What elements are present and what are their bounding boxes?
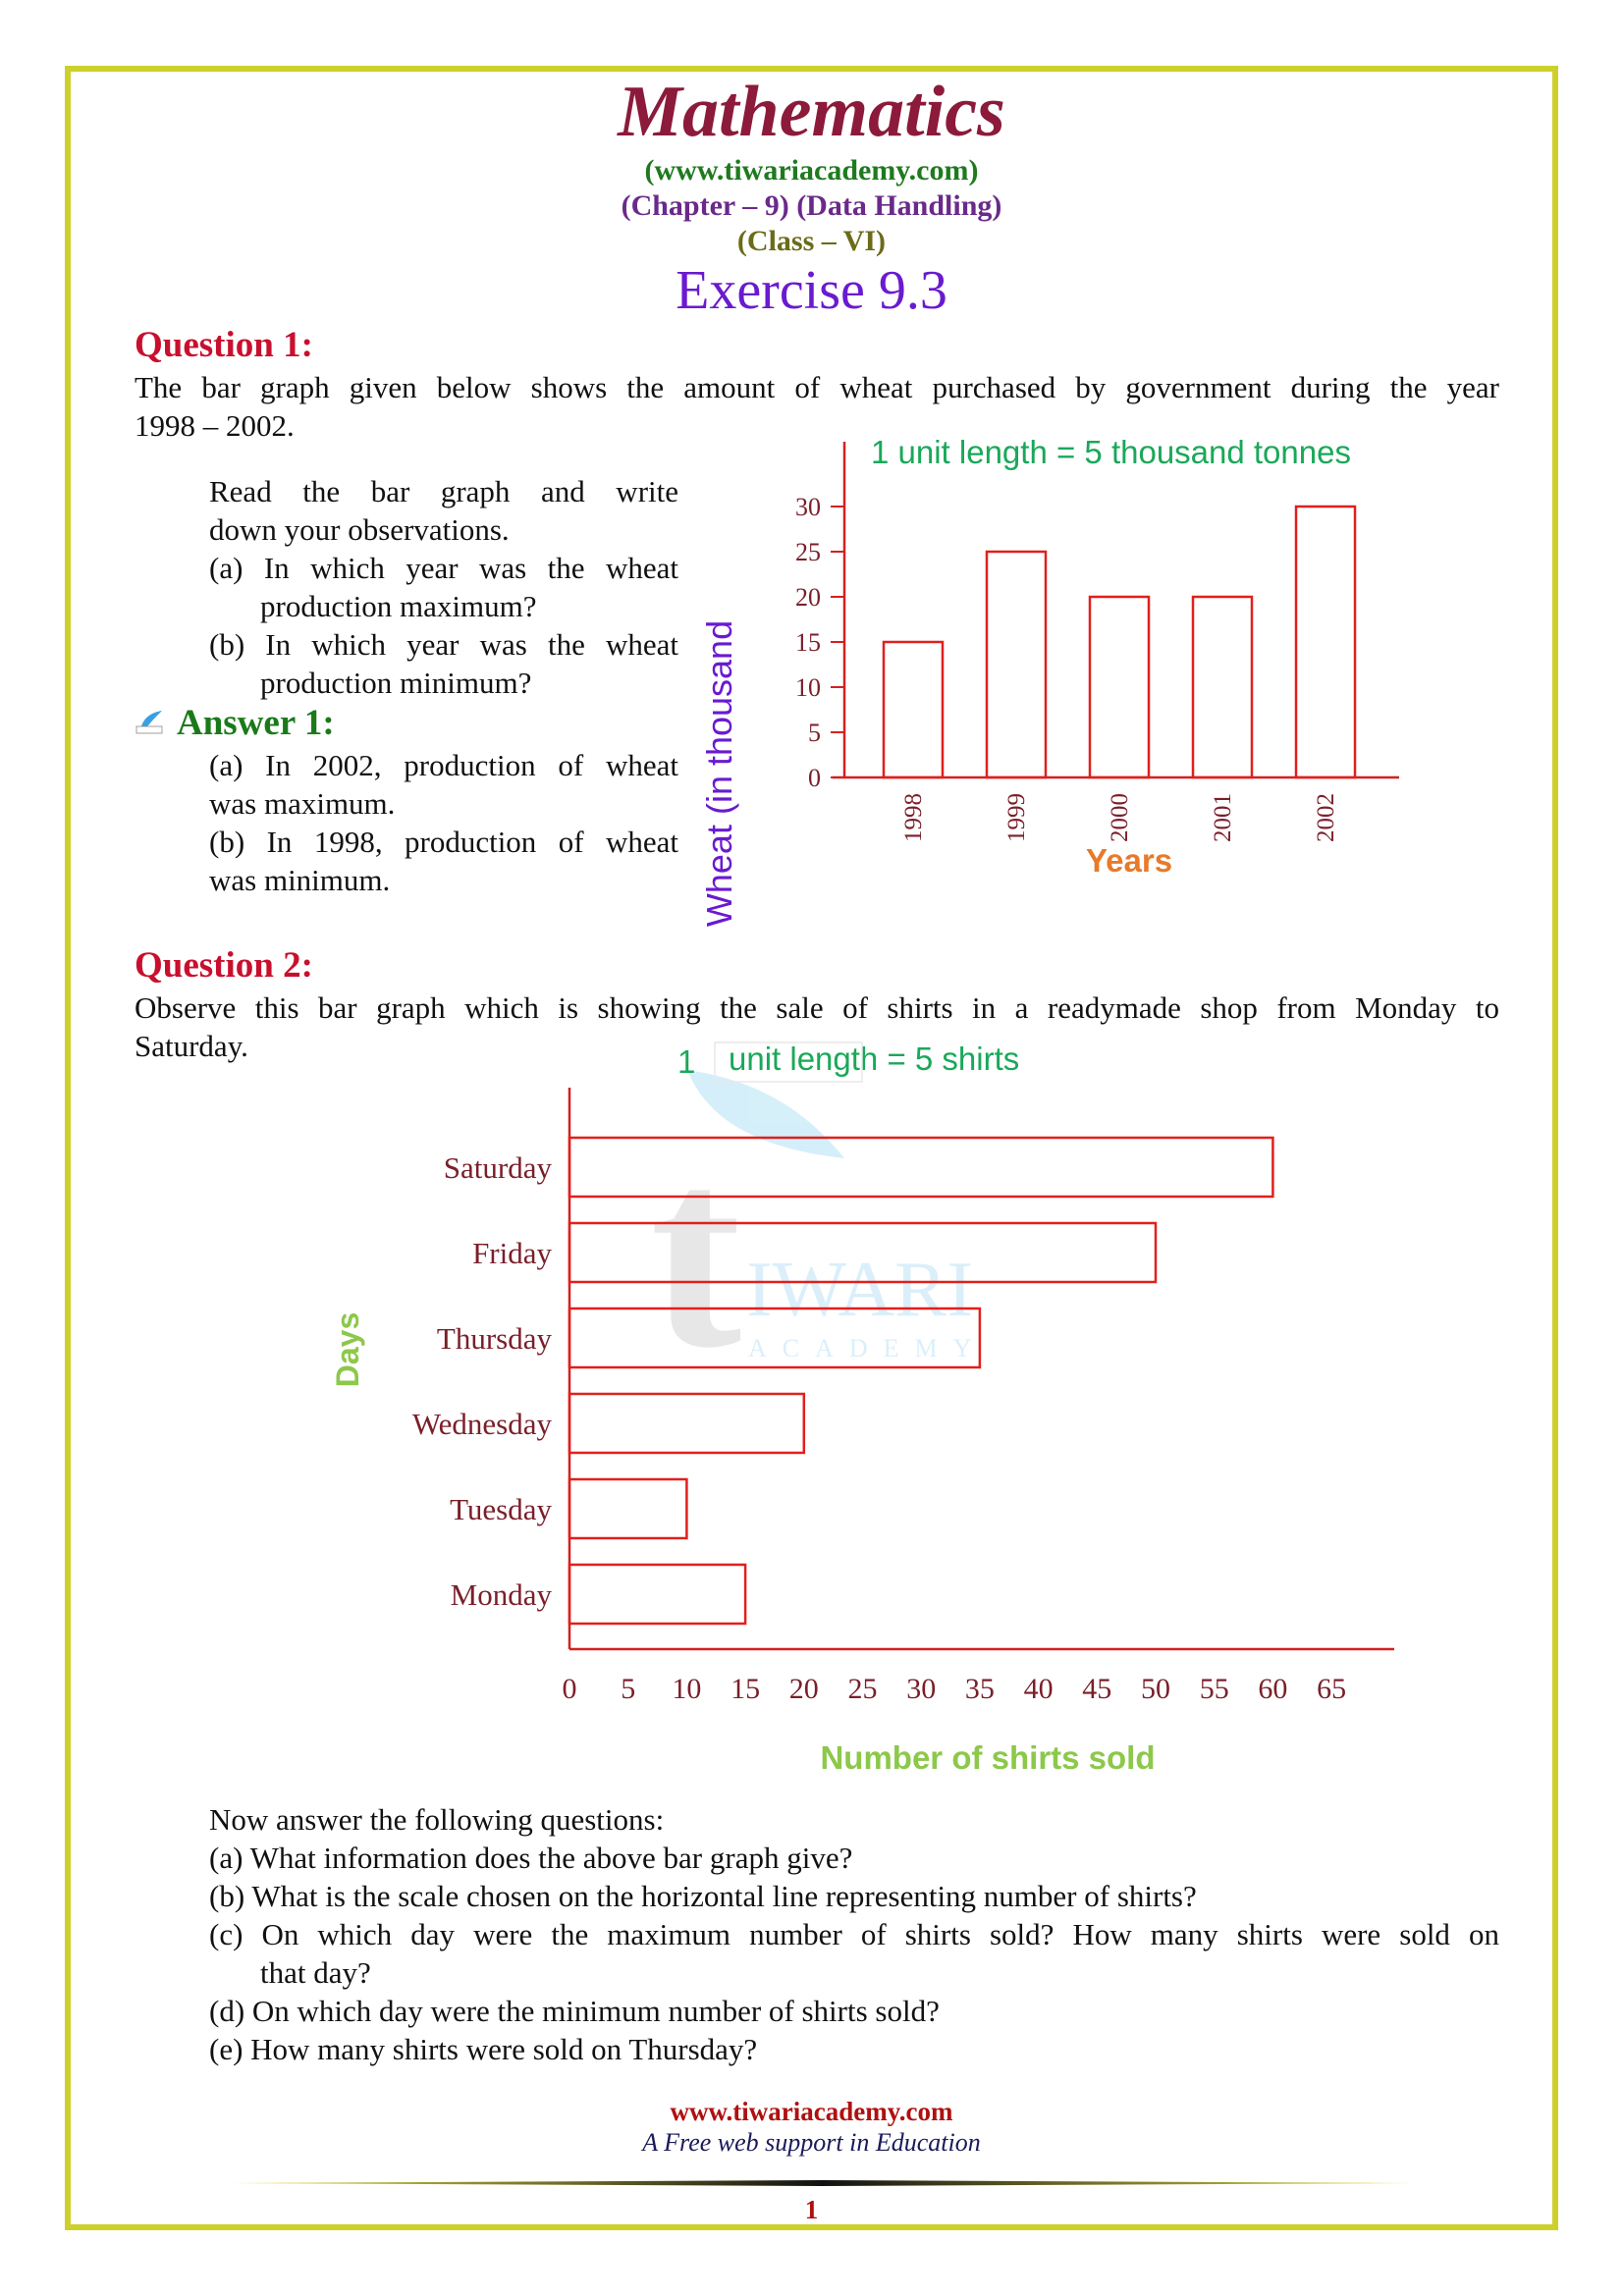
shirts-scale-note-number: 1 [677,1043,696,1080]
shirts-x-tick-label: 45 [1082,1673,1112,1705]
footer-website: www.tiwariacademy.com [670,2097,953,2126]
shirts-x-tick-label: 30 [906,1673,937,1705]
question-2-part-c: that day? [260,1955,371,1990]
question-1-heading: Question 1: [135,325,313,365]
shirts-day-label: Tuesday [450,1492,552,1526]
wheat-y-tick-label: 10 [795,673,821,702]
shirts-bar [569,1479,686,1538]
question-2-intro-line: Observe this bar graph which is showing the sale of shirts in a readymade shop from Monday to [135,990,1499,1025]
header-chapter: (Chapter – 9) (Data Handling) [621,189,1002,222]
tiwari-logo-icon [135,709,166,734]
exercise-title: Exercise 9.3 [676,260,947,321]
wheat-x-tick-label: 2002 [1313,793,1339,842]
wheat-x-tick-label: 1998 [900,793,927,842]
shirts-x-tick-label: 50 [1141,1673,1170,1705]
question-1-read-line: down your observations. [209,512,510,547]
footer-tagline: A Free web support in Education [642,2128,981,2157]
question-2-part-b: (b) What is the scale chosen on the horizontal line representing number of shirts? [209,1879,1197,1913]
question-2-intro-line: Saturday. [135,1029,248,1063]
question-1-read-line: Read the bar graph and write [209,474,678,508]
wheat-bar [1296,507,1355,777]
shirts-x-axis-label: Number of shirts sold [820,1739,1156,1776]
question-1-part-b: (b) In which year was the wheat [209,627,678,662]
shirts-bar [569,1565,745,1624]
question-1-parts [209,472,678,702]
wheat-y-tick-label: 20 [795,583,821,612]
watermark-line: IWARI [746,1247,974,1333]
shirts-x-tick-label: 55 [1199,1673,1229,1705]
header-website: (www.tiwariacademy.com) [644,154,979,187]
shirts-y-axis-label: Days [330,1311,365,1388]
shirts-day-label: Monday [450,1577,552,1612]
question-2-part-d: (d) On which day were the minimum number of shirts sold? [209,1994,940,2028]
answer-1-part-a: (a) In 2002, production of wheat [209,748,678,782]
page-number: 1 [804,2195,819,2224]
question-1-part-a: production maximum? [260,589,537,623]
question-2-part-c: (c) On which day were the maximum number of shirts sold? How many shirts were sold on [209,1917,1499,1951]
shirts-x-tick-label: 20 [788,1673,819,1705]
watermark-letter: t [650,1099,742,1405]
shirts-day-label: Wednesday [411,1407,552,1441]
wheat-y-axis-label: Wheat (in thousand [699,619,739,928]
question-2-heading: Question 2: [135,945,313,986]
wheat-x-tick-label: 1999 [1003,793,1030,842]
shirts-day-label: Thursday [436,1321,552,1356]
shirts-day-label: Friday [472,1236,552,1270]
page-title: Mathematics [618,72,1005,152]
wheat-x-axis-label: Years [1085,842,1173,879]
shirts-scale-note: unit length = 5 shirts [729,1041,1020,1077]
wheat-y-tick-label: 15 [795,628,821,657]
wheat-bar [884,642,943,777]
wheat-y-tick-label: 0 [808,764,821,792]
shirts-x-tick-label: 35 [964,1673,995,1705]
header-class: (Class – VI) [736,225,887,257]
shirts-x-tick-label: 15 [730,1673,761,1705]
wheat-x-tick-label: 2000 [1107,793,1133,842]
wheat-y-tick-label: 30 [795,493,821,521]
question-1-intro-line: 1998 – 2002. [135,408,295,443]
question-2-now: Now answer the following questions: [209,1802,665,1837]
wheat-bar [1193,597,1252,777]
shirts-x-tick-label: 5 [621,1673,636,1705]
question-2-part-e: (e) How many shirts were sold on Thursday? [209,2032,758,2066]
answer-1-part-b: (b) In 1998, production of wheat [209,825,678,859]
question-1-part-b: production minimum? [260,666,532,700]
question-2-subquestions [209,1800,1499,2068]
shirts-x-tick-label: 60 [1258,1673,1288,1705]
shirts-x-tick-label: 0 [562,1673,577,1705]
question-1-intro-line: The bar graph given below shows the amount of wheat purchased by government during the year [135,370,1499,404]
question-2-part-a: (a) What information does the above bar graph give? [209,1841,853,1875]
answer-1-part-a: was maximum. [209,786,396,821]
shirts-x-tick-label: 40 [1023,1673,1054,1705]
wheat-y-tick-label: 25 [795,538,821,566]
shirts-x-tick-label: 65 [1317,1673,1347,1705]
shirts-bar-chart [295,1021,1414,1787]
answer-1-body [209,746,678,899]
wheat-bar [987,552,1046,777]
wheat-y-tick-label: 5 [808,719,821,747]
shirts-x-tick-label: 25 [847,1673,878,1705]
wheat-bar-chart [699,422,1414,928]
shirts-x-tick-label: 10 [672,1673,702,1705]
wheat-scale-note: 1 unit length = 5 thousand tonnes [871,434,1351,470]
wheat-bar [1090,597,1149,777]
question-1-part-a: (a) In which year was the wheat [209,551,678,585]
watermark-line: ACADEMY [748,1334,988,1362]
footer-divider [231,2180,1414,2186]
answer-1-part-b: was minimum. [209,863,391,897]
wheat-x-tick-label: 2001 [1210,793,1236,842]
answer-1-heading: Answer 1: [177,703,335,743]
shirts-day-label: Saturday [443,1150,552,1185]
tiwari-watermark [650,1070,987,1405]
